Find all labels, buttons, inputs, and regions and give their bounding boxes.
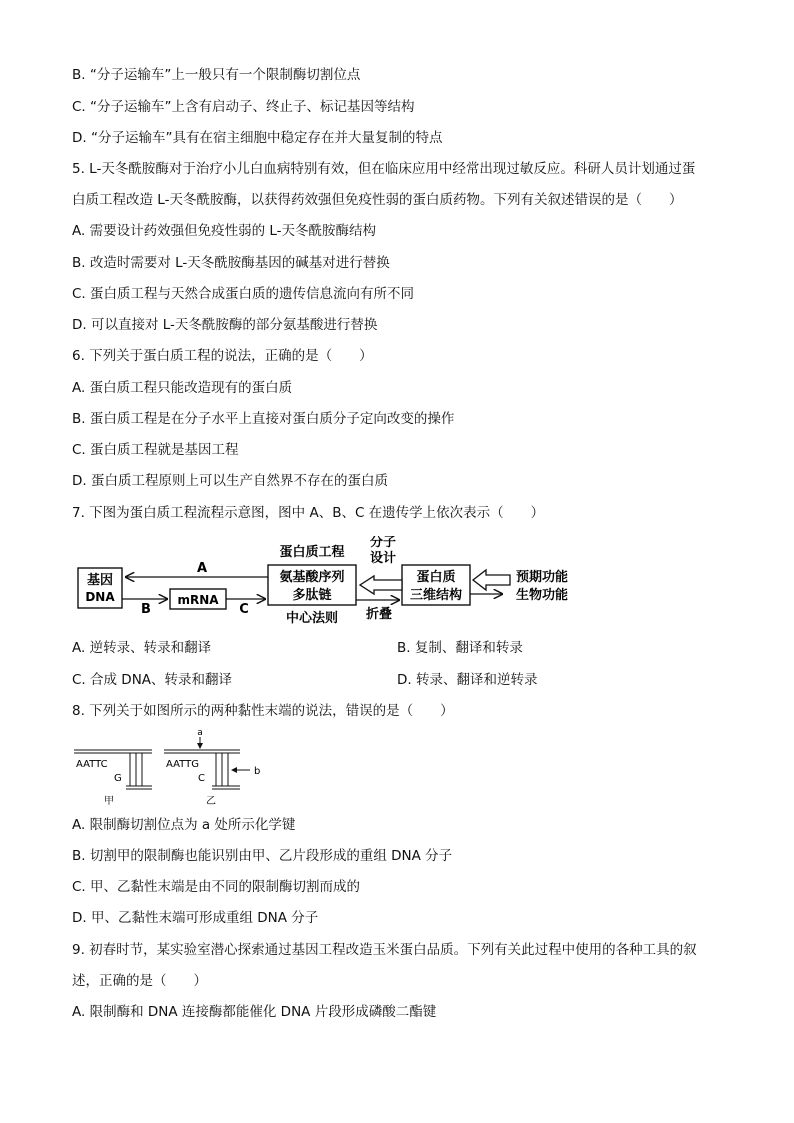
design-arrow xyxy=(360,576,402,594)
option-7b: B. 复制、翻译和转录 xyxy=(397,640,523,656)
jia-label: 甲 xyxy=(104,796,114,807)
amino-acid-label-1: 氨基酸序列 xyxy=(279,570,345,585)
label-c: C xyxy=(239,602,249,617)
amino-acid-label-2: 多肽链 xyxy=(292,588,332,603)
expected-function-label-1: 预期功能 xyxy=(515,570,569,585)
fold-label: 折叠 xyxy=(365,607,393,622)
option-8a: A. 限制酶切割位点为 a 处所示化学键 xyxy=(72,817,296,833)
option-9a: A. 限制酶和 DNA 连接酶都能催化 DNA 片段形成磷酸二酯键 xyxy=(72,1004,437,1020)
jia-bottom-sequence: G xyxy=(114,773,122,784)
label-b: B xyxy=(141,602,151,617)
question-7: 7. 下图为蛋白质工程流程示意图，图中 A、B、C 在遗传学上依次表示（ ） xyxy=(72,505,545,521)
question-8: 8. 下列关于如图所示的两种黏性末端的说法，错误的是（ ） xyxy=(72,703,454,719)
protein-label-2: 三维结构 xyxy=(409,588,463,603)
expected-function-label-2: 生物功能 xyxy=(515,588,569,603)
protein-label-1: 蛋白质 xyxy=(416,570,456,585)
option-7c: C. 合成 DNA、转录和翻译 xyxy=(72,672,233,688)
question-5-line-1: 5. L-天冬酰胺酶对于治疗小儿白血病特别有效，但在临床应用中经常出现过敏反应。科研人员计划通过蛋 xyxy=(72,161,696,177)
expected-function-arrow xyxy=(473,570,510,590)
b-label: b xyxy=(254,766,261,777)
label-a: A xyxy=(196,561,208,576)
sticky-ends-diagram xyxy=(70,726,280,810)
yi-top-sequence: AATTG xyxy=(166,759,199,770)
jia-top-sequence: AATTC xyxy=(76,759,108,770)
a-label: a xyxy=(197,728,203,738)
yi-bottom-sequence: C xyxy=(198,773,205,784)
question-5-line-2: 白质工程改造 L-天冬酰胺酶，以获得药效强但免疫性弱的蛋白质药物。下列有关叙述错误的是（ ） xyxy=(72,192,683,208)
yi-label: 乙 xyxy=(206,796,216,807)
option-6c: C. 蛋白质工程就是基因工程 xyxy=(72,442,239,458)
gene-label-2: DNA xyxy=(85,590,115,604)
option-4b: B. “分子运输车”上一般只有一个限制酶切割位点 xyxy=(72,67,361,83)
question-9-line-2: 述，正确的是（ ） xyxy=(72,973,207,989)
design-label-2: 设计 xyxy=(369,551,397,566)
option-6d: D. 蛋白质工程原则上可以生产自然界不存在的蛋白质 xyxy=(72,473,388,489)
option-5d: D. 可以直接对 L-天冬酰胺酶的部分氨基酸进行替换 xyxy=(72,317,378,333)
option-7a: A. 逆转录、转录和翻译 xyxy=(72,640,212,656)
question-6: 6. 下列关于蛋白质工程的说法，正确的是（ ） xyxy=(72,348,373,364)
design-label-1: 分子 xyxy=(369,536,397,550)
protein-engineering-label: 蛋白质工程 xyxy=(279,545,345,560)
protein-engineering-flow-diagram xyxy=(70,536,590,632)
option-4c: C. “分子运输车”上含有启动子、终止子、标记基因等结构 xyxy=(72,99,415,115)
option-5a: A. 需要设计药效强但免疫性弱的 L-天冬酰胺酶结构 xyxy=(72,223,377,239)
option-8d: D. 甲、乙黏性末端可形成重组 DNA 分子 xyxy=(72,910,319,926)
question-9-line-1: 9. 初春时节，某实验室潜心探索通过基因工程改造玉米蛋白品质。下列有关此过程中使用的各种工具的叙 xyxy=(72,942,697,958)
option-5c: C. 蛋白质工程与天然合成蛋白质的遗传信息流向有所不同 xyxy=(72,286,415,302)
option-8c: C. 甲、乙黏性末端是由不同的限制酶切割而成的 xyxy=(72,879,361,895)
option-4d: D. “分子运输车”具有在宿主细胞中稳定存在并大量复制的特点 xyxy=(72,130,443,146)
option-6b: B. 蛋白质工程是在分子水平上直接对蛋白质分子定向改变的操作 xyxy=(72,411,455,427)
central-dogma-label: 中心法则 xyxy=(285,611,339,626)
option-6a: A. 蛋白质工程只能改造现有的蛋白质 xyxy=(72,380,293,396)
gene-label-1: 基因 xyxy=(86,573,114,588)
mrna-label: mRNA xyxy=(177,593,219,607)
option-5b: B. 改造时需要对 L-天冬酰胺酶基因的碱基对进行替换 xyxy=(72,255,390,271)
option-8b: B. 切割甲的限制酶也能识别由甲、乙片段形成的重组 DNA 分子 xyxy=(72,848,453,864)
option-7d: D. 转录、翻译和逆转录 xyxy=(397,672,538,688)
